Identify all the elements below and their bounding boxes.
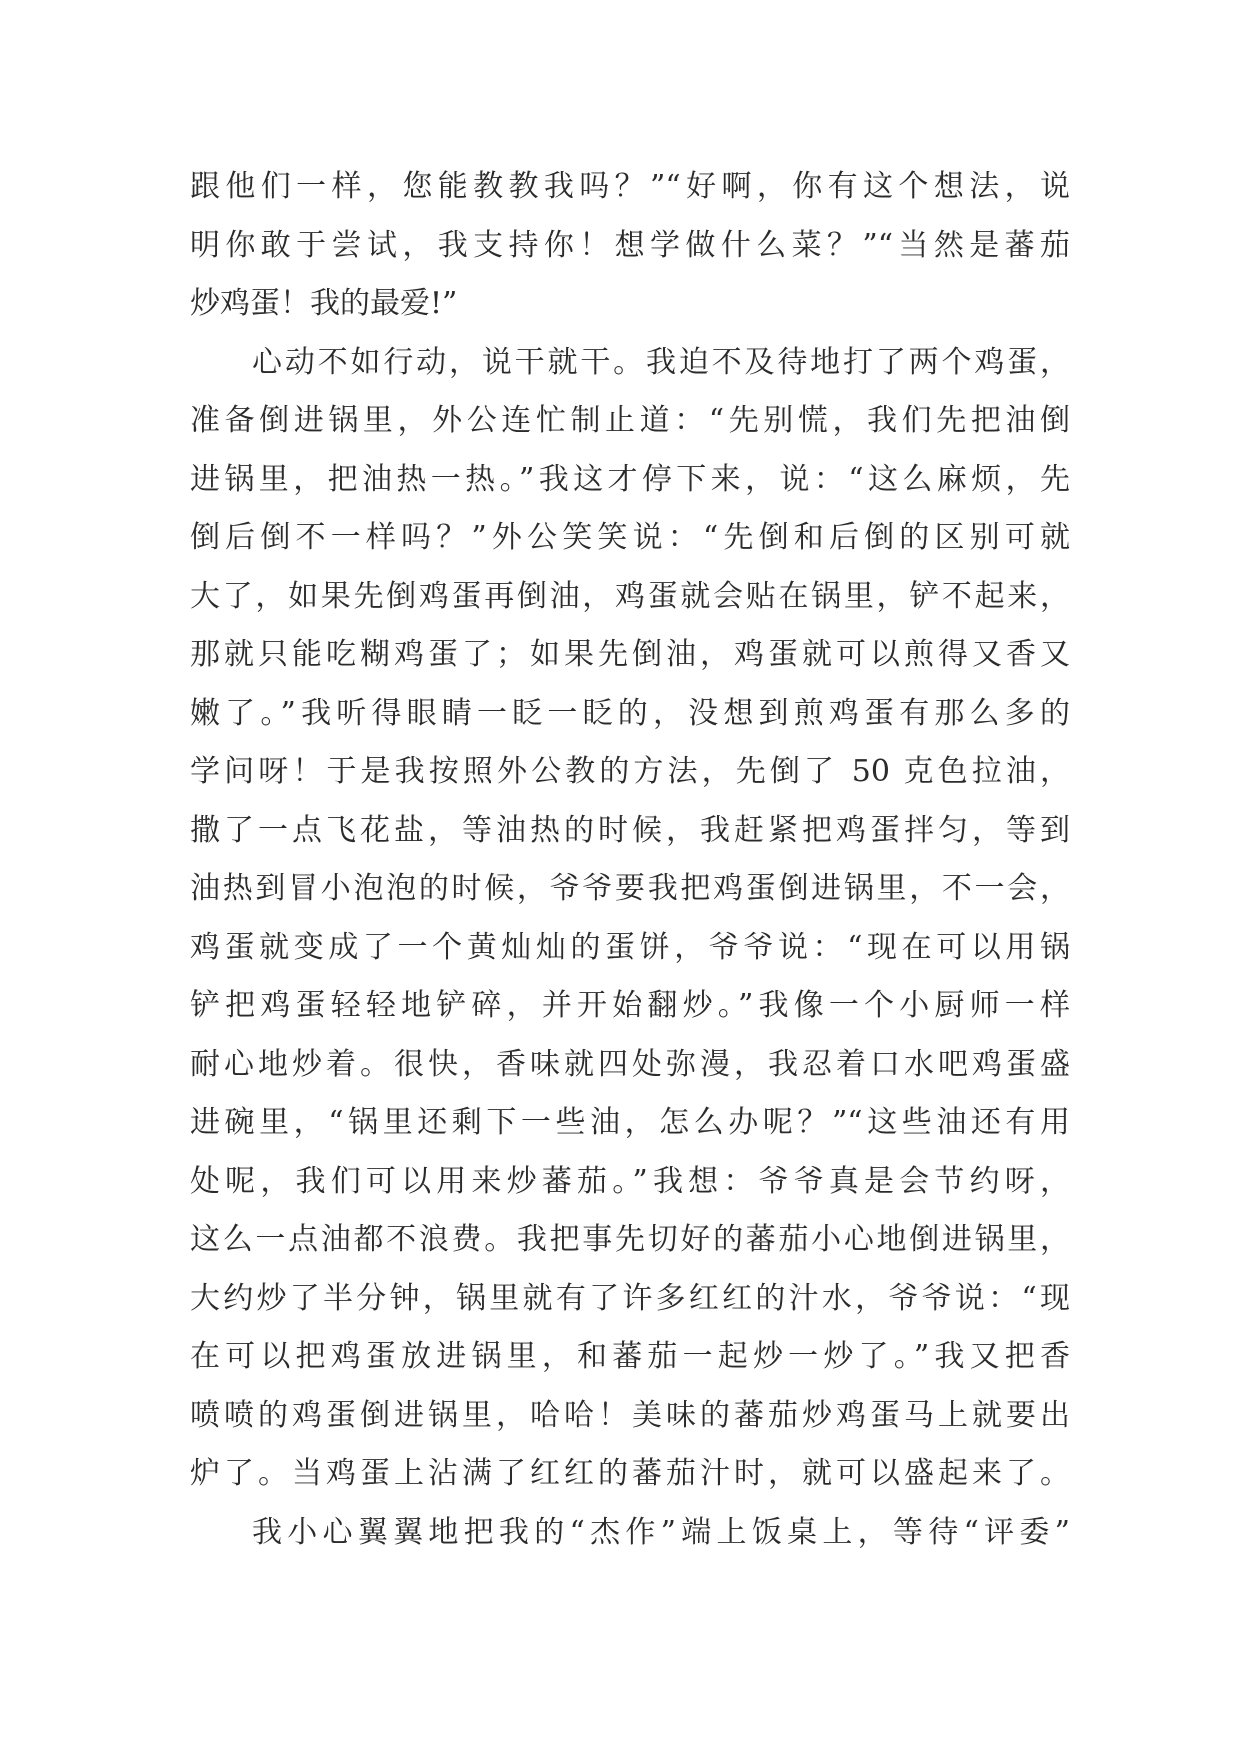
text-line: 油热到冒小泡泡的时候，爷爷要我把鸡蛋倒进锅里，不一会， [190, 871, 1070, 906]
paragraph [190, 334, 1070, 1504]
text-line: 明你敢于尝试，我支持你！想学做什么菜？”“当然是蕃茄 [190, 227, 1070, 263]
text-line: 那就只能吃糊鸡蛋了；如果先倒油，鸡蛋就可以煎得又香又 [190, 637, 1070, 672]
text-line: 撒了一点飞花盐，等油热的时候，我赶紧把鸡蛋拌匀，等到 [190, 812, 1070, 848]
text-line: 跟他们一样，您能教教我吗？”“好啊，你有这个想法，说 [190, 169, 1070, 204]
text-line: 炒鸡蛋！我的最爱!” [190, 286, 458, 321]
text-line: 铲把鸡蛋轻轻地铲碎，并开始翻炒。”我像一个小厨师一样 [190, 988, 1070, 1023]
text-line: 大了，如果先倒鸡蛋再倒油，鸡蛋就会贴在锅里，铲不起来， [190, 578, 1070, 614]
text-line: 耐心地炒着。很快，香味就四处弥漫，我忍着口水吧鸡蛋盛 [190, 1046, 1070, 1082]
text-line: 倒后倒不一样吗？”外公笑笑说：“先倒和后倒的区别可就 [190, 520, 1070, 555]
text-line: 炉了。当鸡蛋上沾满了红红的蕃茄汁时，就可以盛起来了。 [190, 1456, 1070, 1491]
text-line: 大约炒了半分钟，锅里就有了许多红红的汁水，爷爷说：“现 [190, 1280, 1070, 1316]
text-line: 心动不如行动，说干就干。我迫不及待地打了两个鸡蛋， [252, 344, 1070, 380]
text-line: 喷喷的鸡蛋倒进锅里，哈哈！美味的蕃茄炒鸡蛋马上就要出 [190, 1397, 1070, 1433]
text-line: 进碗里，“锅里还剩下一些油，怎么办呢？”“这些油还有用 [190, 1105, 1070, 1140]
essay-body [190, 158, 1070, 1562]
text-line: 学问呀！于是我按照外公教的方法，先倒了 50 克色拉油， [190, 754, 1070, 789]
paragraph [190, 1504, 1070, 1563]
text-line: 准备倒进锅里，外公连忙制止道：“先别慌，我们先把油倒 [190, 403, 1070, 438]
text-line: 在可以把鸡蛋放进锅里，和蕃茄一起炒一炒了。”我又把香 [190, 1339, 1070, 1374]
text-line: 鸡蛋就变成了一个黄灿灿的蛋饼，爷爷说：“现在可以用锅 [190, 929, 1070, 965]
text-line: 我小心翼翼地把我的“杰作”端上饭桌上，等待“评委” [252, 1514, 1070, 1550]
paragraph [190, 158, 1070, 334]
text-line: 处呢，我们可以用来炒蕃茄。”我想：爷爷真是会节约呀， [190, 1163, 1070, 1199]
text-line: 嫩了。”我听得眼睛一眨一眨的，没想到煎鸡蛋有那么多的 [190, 695, 1070, 731]
text-line: 这么一点油都不浪费。我把事先切好的蕃茄小心地倒进锅里， [190, 1222, 1070, 1257]
text-line: 进锅里，把油热一热。”我这才停下来，说：“这么麻烦，先 [190, 461, 1070, 497]
